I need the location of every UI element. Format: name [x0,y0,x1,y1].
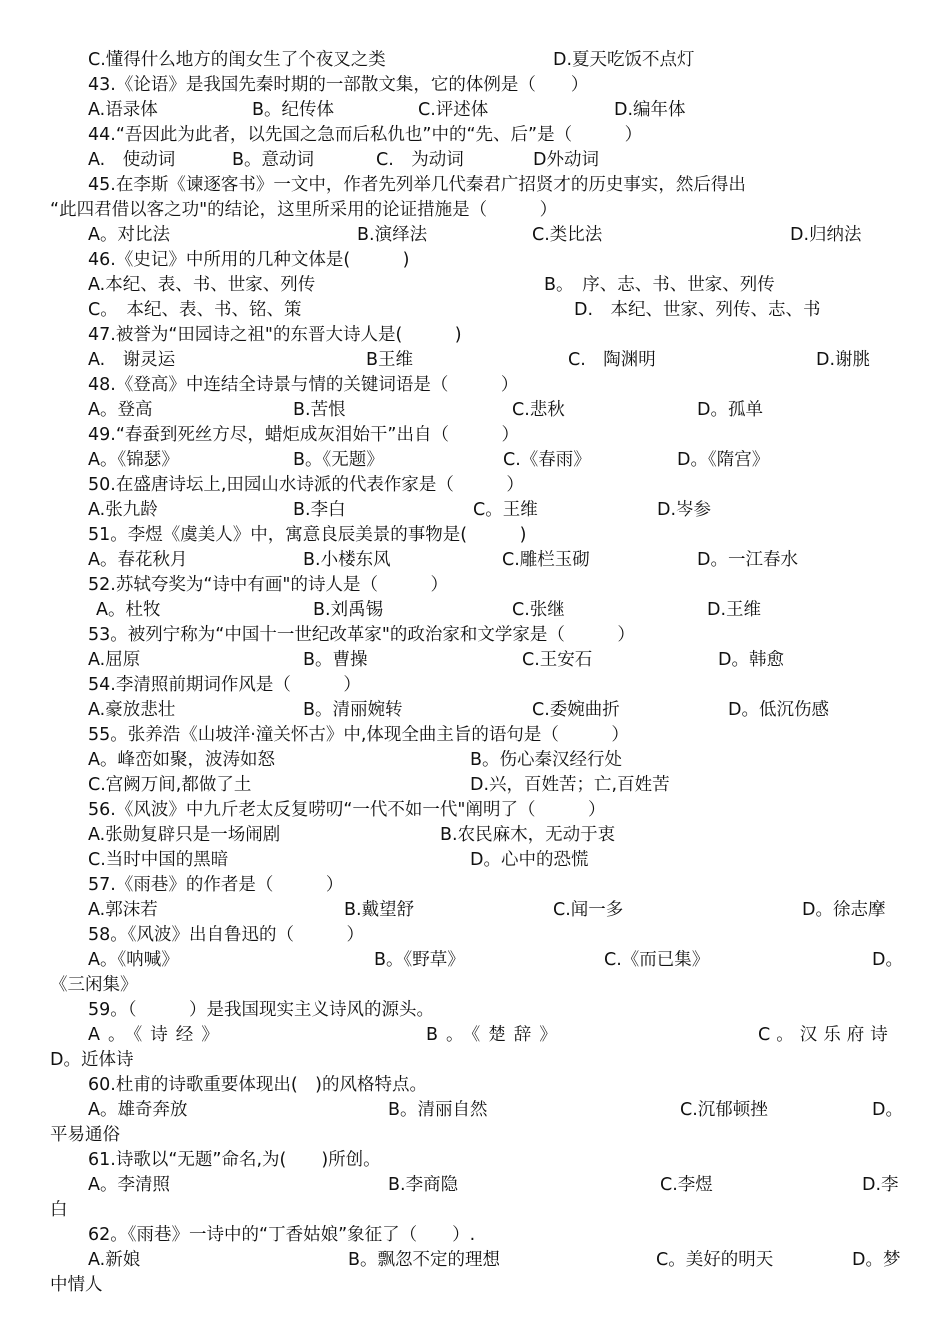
option-c: C.闻一多 [553,900,624,920]
option-d: D.兴，百姓苦；亡,百姓苦 [470,775,670,795]
option-d: D。《隋宫》 [677,450,770,470]
option-c: C.评述体 [418,100,489,120]
option-b: B.戴望舒 [344,900,415,920]
option-d-text: 平易通俗 [50,1125,120,1145]
option-d: D.编年体 [614,100,686,120]
question-text: 55。张养浩《山坡洋·潼关怀古》中,体现全曲主旨的语句是（ ） [88,725,629,745]
option-d: D。心中的恐慌 [470,850,589,870]
option-c: C。汉乐府诗 [758,1025,894,1045]
option-b: B。清丽自然 [388,1100,488,1120]
question-text: 59。（ ）是我国现实主义诗风的源头。 [88,1000,435,1020]
option-b: B.小楼东风 [303,550,391,570]
option-c: C.当时中国的黑暗 [88,850,229,870]
question-text: 54.李清照前期词作风是（ ） [88,675,361,695]
option-a: A。《呐喊》 [88,950,179,970]
option-a: A。李清照 [88,1175,170,1195]
option-b: B。《野草》 [374,950,465,970]
option-d: D。梦 [852,1250,901,1270]
option-c: C.委婉曲折 [532,700,620,720]
option-c: C.悲秋 [512,400,565,420]
option-a: A.语录体 [88,100,158,120]
option-d: D。近体诗 [50,1050,134,1070]
option-a: A。春花秋月 [88,550,188,570]
option-a: A.郭沫若 [88,900,158,920]
option-d: D.夏天吃饭不点灯 [553,50,695,70]
option-d-text: 白 [50,1200,68,1220]
question-text: 52.苏轼夸奖为“诗中有画"的诗人是（ ） [88,575,448,595]
option-d: D.归纳法 [790,225,862,245]
option-a: A. 使动词 [88,150,176,170]
question-text: 56.《风波》中九斤老太反复唠叨“一代不如一代"阐明了（ ） [88,800,606,820]
question-text: 43.《论语》是我国先秦时期的一部散文集，它的体例是（ ） [88,75,589,95]
option-b: B。曹操 [303,650,368,670]
option-c: C.宫阙万间,都做了土 [88,775,252,795]
option-c: C.懂得什么地方的闺女生了个夜叉之类 [88,50,386,70]
option-a: A.豪放悲壮 [88,700,176,720]
option-c: C.《而已集》 [604,950,710,970]
option-d: D。一江春水 [697,550,798,570]
option-d: D。孤单 [697,400,763,420]
question-text: 60.杜甫的诗歌重要体现出( )的风格特点。 [88,1075,427,1095]
question-text: 46.《史记》中所用的几种文体是( ) [88,250,410,270]
question-text: 50.在盛唐诗坛上,田园山水诗派的代表作家是（ ） [88,475,524,495]
option-b: B.刘禹锡 [313,600,384,620]
option-d: D.谢朓 [816,350,871,370]
option-a: A.新娘 [88,1250,141,1270]
question-text: “此四君借以客之功"的结论，这里所采用的论证措施是（ ） [50,200,558,220]
question-text: 61.诗歌以“无题”命名,为( )所创。 [88,1150,381,1170]
option-b: B。《楚辞》 [426,1025,565,1045]
question-text: 49.“春蚕到死丝方尽，蜡炬成灰泪始干”出自（ ） [88,425,519,445]
option-c: C。王维 [473,500,538,520]
question-text: 44.“吾因此为此者，以先国之急而后私仇也”中的“先、后”是（ ） [88,125,643,145]
option-d: D.王维 [707,600,762,620]
option-d: D. 本纪、世家、列传、志、书 [574,300,821,320]
option-a: A。《锦瑟》 [88,450,179,470]
option-a: A。《诗经》 [88,1025,227,1045]
option-a: A. 谢灵运 [88,350,176,370]
option-d: D。 [872,1100,903,1120]
option-b: B.李商隐 [388,1175,459,1195]
option-a: A.张勋复辟只是一场闹剧 [88,825,281,845]
question-text: 58。《风波》出自鲁迅的（ ） [88,925,365,945]
option-c: C.类比法 [532,225,603,245]
option-c: C. 为动词 [376,150,464,170]
question-text: 51。李煜《虞美人》中，寓意良辰美景的事物是( ) [88,525,527,545]
option-d: D外动词 [533,150,599,170]
option-a: A.张九龄 [88,500,158,520]
option-a: A。峰峦如聚，波涛如怒 [88,750,275,770]
option-b: B.演绎法 [357,225,428,245]
question-text: 62。《雨巷》一诗中的“丁香姑娘”象征了（ ）. [88,1225,476,1245]
option-b: B.农民麻木，无动于衷 [440,825,616,845]
question-text: 53。被列宁称为“中国十一世纪改革家"的政治家和文学家是（ ） [88,625,635,645]
option-b: B。纪传体 [252,100,335,120]
question-text: 48.《登高》中连结全诗景与情的关键词语是（ ） [88,375,519,395]
question-text: 45.在李斯《谏逐客书》一文中，作者先列举几代秦君广招贤才的历史事实，然后得出 [88,175,746,195]
option-c: C。美好的明天 [656,1250,774,1270]
option-b: B王维 [366,350,414,370]
option-d: D。 [872,950,903,970]
option-b: B。清丽婉转 [303,700,403,720]
option-c: C。 本纪、表、书、铭、策 [88,300,302,320]
option-b: B。 序、志、书、世家、列传 [544,275,775,295]
option-d: D。韩愈 [718,650,784,670]
option-c: C.李煜 [660,1175,713,1195]
option-c: C.张继 [512,600,565,620]
option-d: D。低沉伤感 [728,700,829,720]
option-c: C.王安石 [522,650,593,670]
option-b: B。意动词 [232,150,315,170]
option-b: B。伤心秦汉经行处 [470,750,623,770]
option-b: B。《无题》 [293,450,384,470]
option-a: A。雄奇奔放 [88,1100,188,1120]
option-a: A。对比法 [88,225,170,245]
option-a: A。登高 [88,400,153,420]
option-c: C.雕栏玉砌 [502,550,590,570]
option-d: D.岑参 [657,500,712,520]
option-b: B。飘忽不定的理想 [348,1250,501,1270]
option-c: C.沉郁顿挫 [680,1100,768,1120]
option-b: B.李白 [293,500,346,520]
question-text: 47.被誉为“田园诗之祖"的东晋大诗人是( ) [88,325,462,345]
option-b: B.苦恨 [293,400,346,420]
option-c: C. 陶渊明 [568,350,656,370]
question-text: 57.《雨巷》的作者是（ ） [88,875,344,895]
option-d: D。徐志摩 [802,900,886,920]
option-c: C.《春雨》 [503,450,591,470]
option-d-text: 中情人 [50,1275,103,1295]
option-a: A.本纪、表、书、世家、列传 [88,275,316,295]
option-a: A.屈原 [88,650,141,670]
option-d: D.李 [862,1175,899,1195]
option-a: A。杜牧 [96,600,161,620]
option-d-text: 《三闲集》 [50,975,138,995]
